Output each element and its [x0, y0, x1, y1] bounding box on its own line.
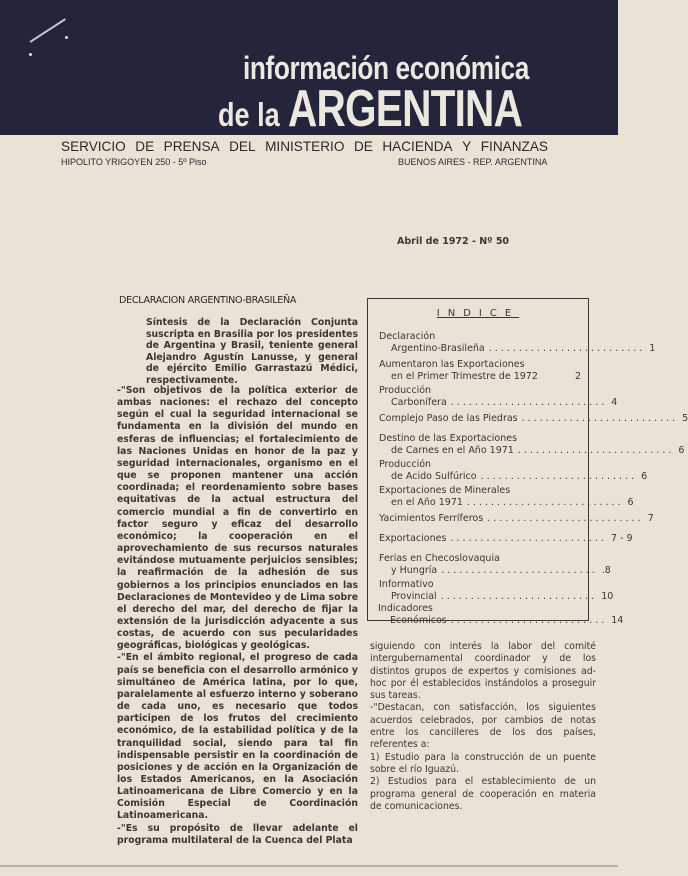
index-item-page: 4 — [611, 397, 618, 408]
article-column-right — [370, 641, 596, 813]
service-word: SERVICIO — [61, 139, 126, 154]
index-item[interactable] — [379, 433, 685, 457]
index-item-page: 10 — [601, 591, 614, 602]
index-item-page: 6 — [678, 445, 685, 456]
index-item-line2: Exportaciones — [379, 533, 447, 544]
service-line — [61, 139, 548, 154]
issue-date: Abril de 1972 - Nº 50 — [397, 236, 510, 247]
masthead-title-de-la: de la — [218, 96, 280, 133]
index-item-page: .8 — [601, 565, 611, 576]
leader-dots: .......................... — [441, 565, 598, 576]
index-item-line1: Producción — [379, 459, 432, 470]
index-item-page: 5 — [682, 413, 688, 424]
service-word: HACIENDA — [382, 139, 453, 154]
leader-dots: .......................... — [488, 343, 646, 354]
index-item-line1: Informativo — [379, 579, 434, 590]
article-paragraph: siguiendo con interés la labor del comité intergubernamental coordinador y de los distintos grupos de expertos y comisiones ad-hoc por él establecidos instándolos a proseguir sus tareas. — [370, 641, 596, 702]
index-item-line1: Aumentaron las Exportaciones — [379, 359, 525, 370]
index-item-line2: de Carnes en el Año 1971 — [391, 445, 514, 456]
article-lead: Síntesis de la Declaración Conjunta suscripta en Brasilia por los presidentes de Argentina y Brasil, teniente general Alejandro Agustín Lanusse, y general de ejército Emilio Garrastazú Médici, respectivamente. — [146, 317, 358, 386]
index-item-page: 6 — [641, 471, 648, 482]
article-paragraph: -"Son objetivos de la política exterior de ambas naciones: el rechazo del concepto según el cual la seguridad internacional se fundamenta en la división del mundo en esferas de influencias; el fortalecimiento de las Naciones Unidas en honor de la paz y seguridad internacionales, organismo en el que se proponen mantener una acción coordinada; el reordenamiento sobre bases equitativas de la actual estructura del comercio mundial a fin de convertirlo en factor seguro y eficaz del desarrollo económico; la cooperación en el aprovechamiento de sus recursos naturales evitándose mutuamente perjuicios sensibles; la reafirmación de la adhesión de sus gobiernos a los principios enunciados en las Declaraciones de Montevideo y de Lima sobre el derecho del mar, del derecho de fijar la extensión de la jurisdicción adyacente a sus costas, de acuerdo con sus pecularidades geográficas, biológicas y geológicas. — [117, 385, 358, 652]
index-item-line1: Destino de las Exportaciones — [379, 433, 518, 444]
index-item[interactable] — [379, 485, 634, 509]
index-item-line2: Complejo Paso de las Piedras — [379, 413, 518, 424]
leader-dots: .......................... — [517, 445, 675, 456]
index-item[interactable] — [379, 533, 633, 545]
masthead — [0, 0, 618, 138]
index-item-line2: en el Año 1971 — [391, 497, 463, 508]
leader-dots — [538, 371, 571, 383]
leader-dots: .......................... — [480, 471, 638, 482]
article-paragraph: -"Destacan, con satisfacción, los siguientes acuerdos celebrados, por cambios de notas entre los cancilleres de los dos países, referentes a: — [370, 702, 596, 751]
service-word: DE — [353, 139, 373, 154]
service-word: DEL — [229, 139, 256, 154]
index-item[interactable] — [379, 413, 688, 425]
index-item-line2: de Acido Sulfúrico — [391, 471, 477, 482]
index-item-page: 1 — [649, 343, 656, 354]
index-item[interactable] — [379, 579, 614, 603]
index-item-line1: Exportaciones de Minerales — [379, 485, 511, 496]
article-column-left — [117, 385, 358, 847]
index-item[interactable] — [379, 553, 611, 577]
index-item-line2: en el Primer Trimestre de 1972 — [391, 371, 538, 382]
scratch-dot-icon — [29, 53, 32, 56]
leader-dots: .......................... — [450, 397, 608, 408]
article-paragraph: -"En el ámbito regional, el progreso de cada país se beneficia con el desarrollo armónico y simultáneo de América latina, por lo que, paralelamente al esfuerzo interno y soberano de cada uno, es necesario que todos participen de los frutos del crecimiento económico, de la estabilidad política y de la tranquilidad social, siendo para tal fin indispensable persistir en la coordinación de posiciones y de acción en la Organización de los Estados Americanos, en la Asociación Latinoamericana de Libre Comercio y en la Comisión Especial de Coordinación Latinoamericana. — [117, 652, 358, 822]
service-word: PRENSA — [163, 139, 220, 154]
scratch-mark-icon — [30, 18, 66, 42]
scratch-dot-icon — [65, 36, 68, 39]
index-item[interactable] — [379, 331, 656, 355]
index-item[interactable] — [378, 603, 624, 627]
leader-dots: .......................... — [450, 615, 608, 626]
index-item-line2: Económicos — [390, 615, 447, 626]
index-item-page: 14 — [611, 615, 624, 626]
index-item-line2: Yacimientos Ferríferos — [379, 513, 484, 524]
index-item[interactable] — [379, 385, 618, 409]
index-item-line1: Declaración — [379, 331, 436, 342]
leader-dots: .......................... — [466, 497, 624, 508]
index-item-page: 6 — [627, 497, 634, 508]
index-item-page: 2 — [574, 371, 581, 382]
index-item-line2: y Hungría — [391, 565, 438, 576]
article-paragraph: 1) Estudio para la construcción de un puente sobre el río Iguazú. — [370, 751, 596, 775]
article-title: DECLARACION ARGENTINO-BRASILEÑA — [119, 295, 297, 306]
article-paragraph: 2) Estudios para el establecimiento de un programa general de cooperación en materia de comunicaciones. — [370, 776, 596, 812]
masthead-title-argentina: ARGENTINA — [288, 80, 523, 138]
leader-dots: .......................... — [440, 591, 598, 602]
masthead-title-line1: información económica — [243, 50, 529, 86]
index-item-line2: Carbonífera — [391, 397, 447, 408]
service-word: Y — [462, 139, 472, 154]
index-item-line1: Indicadores — [378, 603, 433, 614]
address-right: BUENOS AIRES - REP. ARGENTINA — [398, 157, 548, 167]
index-heading: INDICE — [436, 308, 520, 319]
index-item-line2: Provincial — [391, 591, 437, 602]
leader-dots: .......................... — [521, 413, 679, 424]
service-word: FINANZAS — [480, 139, 548, 154]
article-paragraph: -"Es su propósito de llevar adelante el programa multilateral de la Cuenca del Plata — [117, 822, 358, 846]
index-item-page: 7 - 9 — [610, 533, 633, 544]
service-word: DE — [135, 139, 155, 154]
address-left: HIPOLITO YRIGOYEN 250 - 5º Piso — [61, 157, 207, 167]
index-item-page: 7 — [647, 513, 654, 524]
index-item[interactable] — [379, 359, 581, 383]
index-item[interactable] — [379, 513, 654, 525]
index-item-line1: Ferias en Checoslovaquia — [379, 553, 500, 564]
leader-dots: .......................... — [450, 533, 607, 544]
index-item[interactable] — [379, 459, 648, 483]
leader-dots: .......................... — [487, 513, 644, 524]
index-item-line1: Producción — [379, 385, 432, 396]
service-word: MINISTERIO — [265, 139, 345, 154]
page-edge-divider — [0, 865, 618, 867]
index-item-line2: Argentino-Brasileña — [391, 343, 485, 354]
